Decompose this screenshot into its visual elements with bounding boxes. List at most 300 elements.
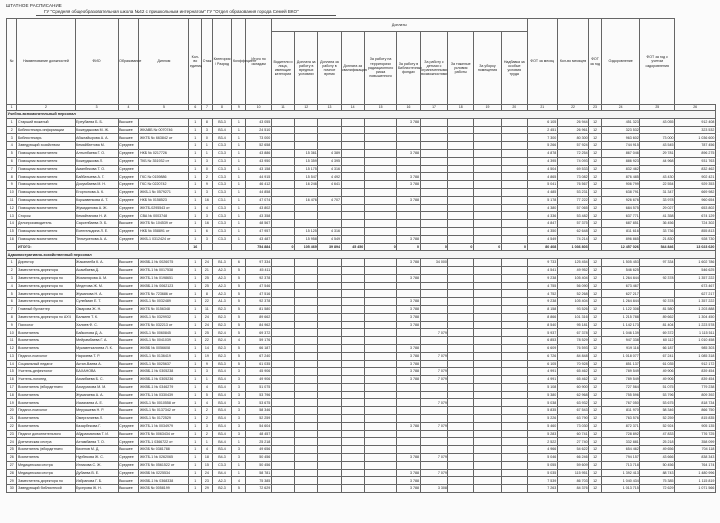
table-cell (397, 266, 420, 274)
table-cell (318, 430, 341, 438)
table-cell: 53 675 (246, 399, 272, 407)
table-cell: Высшее (118, 376, 139, 384)
column-number: 20 (501, 105, 527, 111)
table-cell (501, 298, 527, 306)
table-cell: Высшее (118, 259, 139, 267)
table-cell (474, 337, 502, 345)
table-cell: 1 (189, 469, 202, 477)
table-cell: 5 937 (527, 329, 557, 337)
table-cell: 6 853 (527, 337, 557, 345)
table-cell: 12 (589, 181, 602, 189)
table-cell: В2-4 (212, 329, 232, 337)
table-cell (474, 290, 502, 298)
table-cell: Воспитатель (17, 344, 75, 352)
table-cell: 3 788 (397, 360, 420, 368)
table-cell: 49 952 (557, 266, 588, 274)
table-cell: 1 (189, 360, 202, 368)
table-cell (474, 204, 502, 212)
table-cell (501, 383, 527, 391)
table-cell: 1 203 888 (675, 305, 716, 313)
table-cell (474, 399, 502, 407)
table-cell (448, 415, 474, 423)
table-cell: ЖКВБ-1 № 0026075 (139, 259, 189, 267)
table-cell (271, 126, 294, 134)
table-cell: 1 010 458 (675, 337, 716, 345)
table-cell: 1 (189, 329, 202, 337)
table-cell: 17 (7, 383, 17, 391)
table-cell (364, 266, 397, 274)
table-cell (420, 126, 448, 134)
table-cell: ЖКБ-1 0312424 от (139, 235, 189, 243)
table-cell: 1 (189, 305, 202, 313)
table-cell (474, 282, 502, 290)
table-cell (448, 313, 474, 321)
table-cell: Воспитатель (вбордитнати (17, 383, 75, 391)
table-cell: Помощник воспитателя (17, 196, 75, 204)
table-cell: 5 (202, 391, 212, 399)
table-cell (474, 220, 502, 228)
table-cell: 47 074 (246, 196, 272, 204)
table-cell: 1 304 450 (675, 313, 716, 321)
table-cell (318, 321, 341, 329)
table-cell (474, 329, 502, 337)
table-cell (364, 142, 397, 150)
table-cell: Ереубаева Б. Б. (75, 118, 118, 126)
table-cell (139, 142, 189, 150)
table-cell: 43 158 (246, 165, 272, 173)
table-cell: Воспитатель (вбордитнати (17, 446, 75, 454)
table-cell: 43 886 (246, 149, 272, 157)
table-cell: Жуманова Н. А. (75, 290, 118, 298)
table-cell: 1 (189, 204, 202, 212)
table-cell (501, 142, 527, 150)
col-extra: За работу на территориях радиационного риска повышенного (364, 32, 397, 105)
table-cell (474, 438, 502, 446)
table-cell (420, 321, 448, 329)
table-cell: Помощник воспитателя (17, 188, 75, 196)
table-cell (271, 204, 294, 212)
table-cell: 3 788 (397, 305, 420, 313)
table-cell: 4 (202, 399, 212, 407)
table-cell: 1 (232, 220, 246, 228)
table-cell: 3 (232, 415, 246, 423)
table-cell: Абдрахманова Т. И. (75, 430, 118, 438)
table-cell (501, 344, 527, 352)
table-cell (474, 196, 502, 204)
table-cell: Омарова Ж. Н. (75, 305, 118, 313)
table-cell: Помощник воспитателя (17, 165, 75, 173)
table-cell: 3 (232, 399, 246, 407)
table-cell: 906 799 (601, 181, 639, 189)
table-cell: Помощник воспитателя (17, 227, 75, 235)
column-number: 8 (212, 105, 232, 111)
table-cell (474, 469, 502, 477)
table-cell (271, 360, 294, 368)
table-cell (397, 407, 420, 415)
table-cell: 1 (189, 181, 202, 189)
table-cell: 7 079 (420, 422, 448, 430)
table-cell: ЖКТБ-1 № 0262065 (139, 454, 189, 462)
table-cell: 12 (589, 477, 602, 485)
table-cell (501, 149, 527, 157)
table-cell (501, 173, 527, 181)
table-cell: 1 (189, 126, 202, 134)
table-row (7, 204, 716, 212)
table-cell (420, 266, 448, 274)
table-cell (364, 181, 397, 189)
table-cell: ЖКТБ № 663842 от (139, 134, 189, 142)
table-cell: Высшее (118, 329, 139, 337)
table-cell: 12 (589, 321, 602, 329)
table-cell: Аманбекова Т. О. (75, 165, 118, 173)
col-fio: ФИО (75, 19, 118, 105)
table-cell: ЖКТБ № 104539 от (139, 220, 189, 228)
table-cell (318, 469, 341, 477)
table-cell: В2-3 (212, 305, 232, 313)
table-cell: С3-3 (212, 220, 232, 228)
table-cell (364, 227, 397, 235)
table-cell (295, 422, 318, 430)
table-cell: 1 (232, 188, 246, 196)
table-cell: Актан-Ваева А. (75, 360, 118, 368)
table-cell: 1 (189, 259, 202, 267)
table-cell: 43 430 (640, 173, 675, 181)
table-cell: 92 378 (246, 274, 272, 282)
table-cell: 48 457 (246, 430, 272, 438)
table-cell (474, 376, 502, 384)
table-cell (501, 391, 527, 399)
table-cell: 54 622 (557, 446, 588, 454)
table-row (7, 126, 716, 134)
col-extra: Доплата за квалификацию (341, 32, 364, 105)
table-cell: ЖКБ-1 № 0579271 (139, 188, 189, 196)
table-cell (448, 344, 474, 352)
table-cell: Высшее (118, 290, 139, 298)
table-cell (364, 399, 397, 407)
table-cell: 12 (589, 399, 602, 407)
table-cell: Помощник воспитателя (17, 181, 75, 189)
table-cell: 19 (7, 399, 17, 407)
table-cell: Асамбаева Д. (75, 266, 118, 274)
table-cell: Есенгельдина Л. Е. (75, 227, 118, 235)
table-cell (448, 337, 474, 345)
table-cell (295, 391, 318, 399)
table-cell (295, 344, 318, 352)
table-cell: 88 743 (640, 469, 675, 477)
table-cell: Библиотекарь информации (17, 126, 75, 134)
table-cell: 5 (7, 149, 17, 157)
table-cell (474, 485, 502, 493)
table-cell (589, 243, 602, 251)
table-cell: 3 (7, 134, 17, 142)
table-cell (364, 485, 397, 493)
col-position: Наименование должностей (17, 19, 75, 105)
table-row (7, 438, 716, 446)
table-cell: 7 079 (420, 469, 448, 477)
table-cell (420, 446, 448, 454)
table-cell: ЖКБ-1 № 0137342 от (139, 407, 189, 415)
table-cell: 5 041 (527, 181, 557, 189)
column-number: 9 (232, 105, 246, 111)
table-row (7, 383, 716, 391)
table-cell: Халиев Ф. С. (75, 321, 118, 329)
table-cell: 638 791 (601, 188, 639, 196)
table-cell (420, 407, 448, 415)
table-cell: 1 (189, 266, 202, 274)
table-cell: 3 788 (397, 298, 420, 306)
table-cell: 3 788 (397, 352, 420, 360)
table-cell: 1 505 453 (601, 259, 639, 267)
table-cell (271, 220, 294, 228)
table-cell: 72 629 (640, 485, 675, 493)
table-cell: 48 567 (246, 220, 272, 228)
table-cell: 763 576 (601, 415, 639, 423)
table-cell (397, 415, 420, 423)
table-cell: В3-3 (212, 118, 232, 126)
table-cell: Высшее (118, 446, 139, 454)
table-cell (501, 407, 527, 415)
table-cell: 5 (232, 305, 246, 313)
table-cell (318, 134, 341, 142)
col-extra: Доплата за работу в ночное время (318, 32, 341, 105)
table-cell: 24 (202, 259, 212, 267)
column-number: 12 (295, 105, 318, 111)
table-cell (448, 422, 474, 430)
table-cell: 0 (202, 165, 212, 173)
table-cell (271, 368, 294, 376)
col-shift: Кол-во единиц (189, 19, 202, 105)
table-cell: 4 991 (527, 368, 557, 376)
table-cell (448, 430, 474, 438)
table-cell: 22 (202, 337, 212, 345)
table-cell: 669 982 (675, 188, 716, 196)
table-cell: 867 046 (601, 149, 639, 157)
table-cell (318, 407, 341, 415)
table-row (7, 461, 716, 469)
table-cell: 16 (7, 376, 17, 384)
table-cell: Заведующий библиотекой (17, 485, 75, 493)
table-cell (474, 430, 502, 438)
table-cell: 30 (7, 485, 17, 493)
table-cell (420, 134, 448, 142)
table-cell: 1 (232, 134, 246, 142)
table-cell (271, 438, 294, 446)
table-cell: С3-3 (212, 181, 232, 189)
table-cell: 60 900 (557, 383, 588, 391)
table-cell (341, 477, 364, 485)
table-cell: 47 516 (246, 290, 272, 298)
table-cell: В2-3 (212, 313, 232, 321)
org-underline (36, 15, 336, 16)
table-cell: 4 (7, 282, 17, 290)
table-cell: 44 858 (246, 188, 272, 196)
table-cell: 9 733 (527, 259, 557, 267)
table-cell (448, 274, 474, 282)
table-cell: ЖКТБ-1 № 0017538 (139, 266, 189, 274)
table-cell: 8 866 (527, 313, 557, 321)
table-cell: 4 316 (318, 227, 341, 235)
table-cell: 2 522 (527, 438, 557, 446)
table-cell (420, 313, 448, 321)
table-cell (271, 391, 294, 399)
column-number: 3 (75, 105, 118, 111)
table-cell: 1 357 222 (675, 298, 716, 306)
table-cell: 95 181 (557, 321, 588, 329)
table-cell: 546 625 (601, 266, 639, 274)
table-cell: 1 (189, 376, 202, 384)
table-cell: ЖКВБ-1 № 0346279 (139, 383, 189, 391)
table-row (7, 227, 716, 235)
section-header-row (7, 111, 716, 119)
table-cell: 1 (189, 227, 202, 235)
col-education: Образование (118, 19, 139, 105)
table-cell: 12 (589, 454, 602, 462)
table-cell: 1 013 715 (601, 485, 639, 493)
table-cell: 1 (189, 274, 202, 282)
table-cell: 1 071 566 (675, 485, 716, 493)
table-cell: 10 (7, 329, 17, 337)
table-cell: 24 (7, 438, 17, 446)
table-cell: 49 656 (640, 446, 675, 454)
table-cell: 12 (589, 188, 602, 196)
column-number: 2 (17, 105, 75, 111)
table-cell: 839 454 (675, 368, 716, 376)
table-cell: 704 118 (675, 446, 716, 454)
table-cell: 41 358 (640, 212, 675, 220)
col-salary: Итого по окладам (246, 19, 272, 105)
table-cell: 7 263 (527, 485, 557, 493)
table-cell (501, 212, 527, 220)
table-cell: 5 (232, 290, 246, 298)
table-cell (295, 337, 318, 345)
table-cell (271, 352, 294, 360)
table-cell (420, 298, 448, 306)
table-cell: Алтынбаева Г. О. (75, 149, 118, 157)
table-cell (397, 142, 420, 150)
table-cell (295, 407, 318, 415)
table-cell (271, 274, 294, 282)
table-cell: 12 (589, 259, 602, 267)
table-cell (420, 220, 448, 228)
table-cell: 11 (7, 196, 17, 204)
table-cell: Нурбекова Ж. С. (75, 454, 118, 462)
table-cell: Психолог (17, 321, 75, 329)
table-cell: 9 238 (527, 298, 557, 306)
table-cell (271, 181, 294, 189)
table-cell: 16 (7, 235, 17, 243)
table-cell: 754 884 (246, 243, 272, 251)
table-cell: Воспитатель (17, 329, 75, 337)
table-cell: 1 (189, 352, 202, 360)
table-cell: 74 214 (557, 235, 588, 243)
table-cell: 789 549 (601, 368, 639, 376)
table-cell: Воспитатель (17, 391, 75, 399)
table-cell: 744 915 (601, 142, 639, 150)
table-row (7, 391, 716, 399)
table-cell: Байконова Д. А. (75, 329, 118, 337)
table-cell (501, 266, 527, 274)
table-cell (341, 461, 364, 469)
table-cell (271, 415, 294, 423)
table-cell: 29 781 (640, 149, 675, 157)
table-cell: 33 736 (640, 227, 675, 235)
table-cell (474, 313, 502, 321)
table-cell: 886 923 (601, 157, 639, 165)
table-cell: 687 851 (601, 220, 639, 228)
table-cell (420, 157, 448, 165)
table-cell (295, 485, 318, 493)
table-cell: 1 142 173 (601, 321, 639, 329)
table-cell (271, 321, 294, 329)
table-cell: 1 (189, 438, 202, 446)
table-cell (420, 274, 448, 282)
table-cell: 15 361 (295, 149, 318, 157)
table-cell: 25 (202, 329, 212, 337)
table-cell: 52 259 (640, 415, 675, 423)
table-cell: 896 865 (601, 235, 639, 243)
table-cell: 81 580 (246, 305, 272, 313)
column-number: 10 (246, 105, 272, 111)
table-cell (295, 134, 318, 142)
table-cell (271, 118, 294, 126)
table-cell: 12 (589, 290, 602, 298)
table-cell (341, 134, 364, 142)
table-cell: Ахтамбаева Т. О. (75, 438, 118, 446)
table-cell: Досумбаева М. Н. (75, 181, 118, 189)
table-cell: 12 (589, 337, 602, 345)
table-cell: 673 467 (675, 282, 716, 290)
table-cell: 1 (232, 196, 246, 204)
table-cell: 29 027 (640, 204, 675, 212)
table-cell: 5 (232, 329, 246, 337)
table-row (7, 118, 716, 126)
organization-name: ГУ "Средняя общеобразовательная школа №42 с пришкольным интернатом" ГУ "Отдел образования города Семей ВКО" (44, 9, 299, 14)
table-cell (341, 118, 364, 126)
table-cell (318, 461, 341, 469)
table-cell: 12 (7, 344, 17, 352)
table-cell (271, 142, 294, 150)
table-cell (448, 126, 474, 134)
table-cell (397, 461, 420, 469)
table-cell: Избранова Г. Б. (75, 477, 118, 485)
table-cell (501, 368, 527, 376)
col-diploma: Диплом (139, 19, 189, 105)
table-cell: 6 (202, 227, 212, 235)
table-cell: Ахмибаева Б. С. (75, 376, 118, 384)
table-cell (364, 430, 397, 438)
table-cell (271, 134, 294, 142)
table-cell: Меруашева Н. Р. (75, 407, 118, 415)
col-extra: Доплата за работу в вредных условиях (295, 32, 318, 105)
table-cell: НКБ № 0158523 (139, 196, 189, 204)
table-cell: 4 541 (527, 266, 557, 274)
table-cell (364, 188, 397, 196)
table-cell: Жумагаева А. А. (75, 391, 118, 399)
table-cell (318, 298, 341, 306)
table-cell: 26 (7, 454, 17, 462)
table-cell: Среднее (118, 438, 139, 446)
table-cell: 105 404 (557, 274, 588, 282)
table-cell (318, 337, 341, 345)
col-num: № (7, 19, 17, 105)
table-cell: 43 950 (246, 157, 272, 165)
table-cell (295, 329, 318, 337)
table-cell: ЖКТБ-1 0366722 от (139, 438, 189, 446)
table-cell: 767 050 (601, 399, 639, 407)
table-cell: 12 (589, 227, 602, 235)
table-cell: 5 835 (527, 407, 557, 415)
table-cell: 43 055 (246, 118, 272, 126)
